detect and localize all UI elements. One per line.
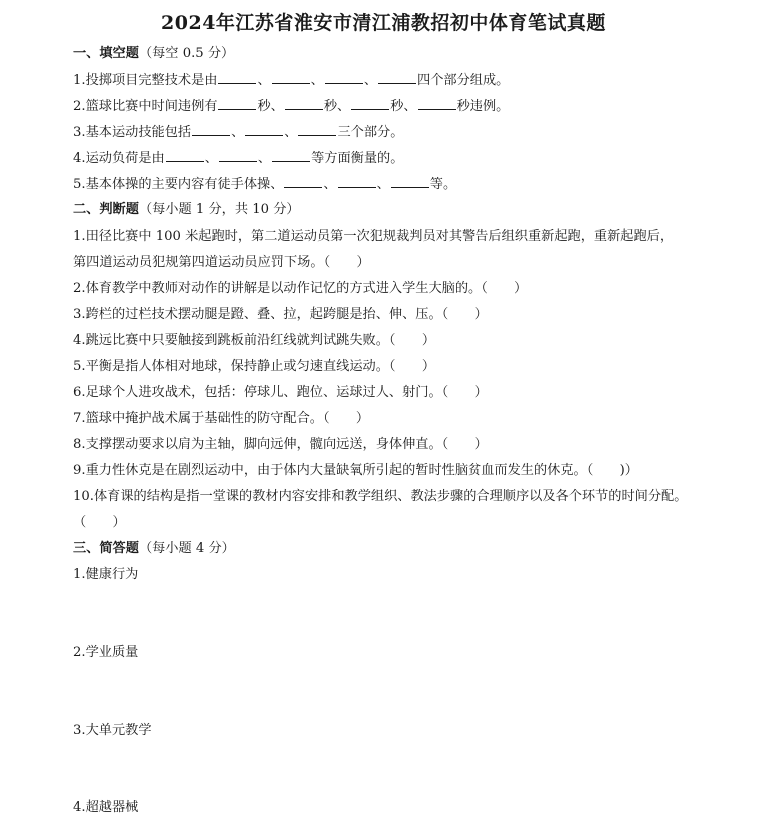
judge-question-2: 2.体育教学中教师对动作的讲解是以动作记忆的方式进入学生大脑的。（ ）: [73, 281, 528, 296]
answer-blank[interactable]: [218, 97, 256, 110]
question-text: 2.篮球比赛中时间违例有: [73, 99, 218, 114]
judge-question-10-line-2: （ ）: [73, 515, 126, 530]
judge-question-10-line-1: 10.体育课的结构是指一堂课的教材内容安排和教学组织、教法步骤的合理顺序以及各个环节的时间分配。: [73, 489, 688, 504]
judge-question-8: 8.支撑摆动要求以肩为主轴，脚向远伸，髋向远送，身体伸直。（ ）: [73, 437, 488, 452]
answer-blank[interactable]: [166, 149, 204, 162]
section-heading: 三、简答题: [73, 541, 139, 556]
short-question-3: 3.大单元教学: [73, 723, 152, 738]
question-text: 5.基本体操的主要内容有徒手体操、: [73, 177, 284, 192]
answer-blank[interactable]: [298, 123, 336, 136]
judge-question-6: 6.足球个人进攻战术，包括：停球儿、跑位、运球过人、射门。（ ）: [73, 385, 488, 400]
answer-blank[interactable]: [325, 71, 363, 84]
short-question-1: 1.健康行为: [73, 567, 139, 582]
fill-question-1: 1.投掷项目完整技术是由 、 、 、 四个部分组成。: [73, 73, 510, 88]
answer-blank[interactable]: [218, 71, 256, 84]
fill-question-4: 4.运动负荷是由 、 、 等方面衡量的。: [73, 151, 404, 166]
answer-blank[interactable]: [285, 97, 323, 110]
judge-question-9: 9.重力性休克是在剧烈运动中，由于体内大量缺氧所引起的暂时性脑贫血而发生的休克。（ )）: [73, 463, 638, 478]
section-note: （每小题 4 分）: [138, 541, 235, 556]
section-fill-heading: [73, 45, 234, 63]
judge-question-3: 3.跨栏的过栏技术摆动腿是蹬、叠、拉，起跨腿是抬、伸、压。（ ）: [73, 307, 488, 322]
section-heading: 二、判断题: [73, 202, 139, 217]
judge-question-1-line-1: 1.田径比赛中 100 米起跑时，第二道运动员第一次犯规裁判员对其警告后组织重新起跑，重新起跑后，: [73, 229, 674, 244]
judge-question-1-line-2: 第四道运动员犯规第四道运动员应罚下场。（ ）: [73, 255, 370, 270]
section-judge-heading: [73, 201, 300, 219]
fill-question-2: 2.篮球比赛中时间违例有 秒、 秒、 秒、 秒违例。: [73, 99, 510, 114]
question-text: 4.运动负荷是由: [73, 151, 165, 166]
answer-blank[interactable]: [351, 97, 389, 110]
fill-question-5: 5.基本体操的主要内容有徒手体操、 、 、 等。: [73, 177, 457, 192]
short-question-4: 4.超越器械: [73, 800, 139, 815]
question-text: 1.投掷项目完整技术是由: [73, 73, 218, 88]
answer-blank[interactable]: [284, 175, 322, 188]
short-question-2: 2.学业质量: [73, 645, 139, 660]
section-heading: 一、填空题: [73, 46, 139, 61]
answer-blank[interactable]: [245, 123, 283, 136]
answer-blank[interactable]: [272, 149, 310, 162]
answer-blank[interactable]: [418, 97, 456, 110]
judge-question-4: 4.跳远比赛中只要触接到跳板前沿红线就判试跳失败。（ ）: [73, 333, 436, 348]
judge-question-7: 7.篮球中掩护战术属于基础性的防守配合。（ ）: [73, 411, 370, 426]
fill-question-3: 3.基本运动技能包括 、 、 三个部分。: [73, 125, 404, 140]
answer-blank[interactable]: [272, 71, 310, 84]
answer-blank[interactable]: [378, 71, 416, 84]
answer-blank[interactable]: [391, 175, 429, 188]
answer-blank[interactable]: [338, 175, 376, 188]
question-text: 3.基本运动技能包括: [73, 125, 192, 140]
section-note: （每空 0.5 分）: [138, 46, 235, 61]
answer-blank[interactable]: [192, 123, 230, 136]
section-short-heading: [73, 540, 235, 558]
page-title: 2024年江苏省淮安市清江浦教招初中体育笔试真题: [161, 12, 606, 34]
judge-question-5: 5.平衡是指人体相对地球，保持静止或匀速直线运动。（ ）: [73, 359, 436, 374]
section-note: （每小题 1 分，共 10 分）: [138, 202, 300, 217]
answer-blank[interactable]: [219, 149, 257, 162]
